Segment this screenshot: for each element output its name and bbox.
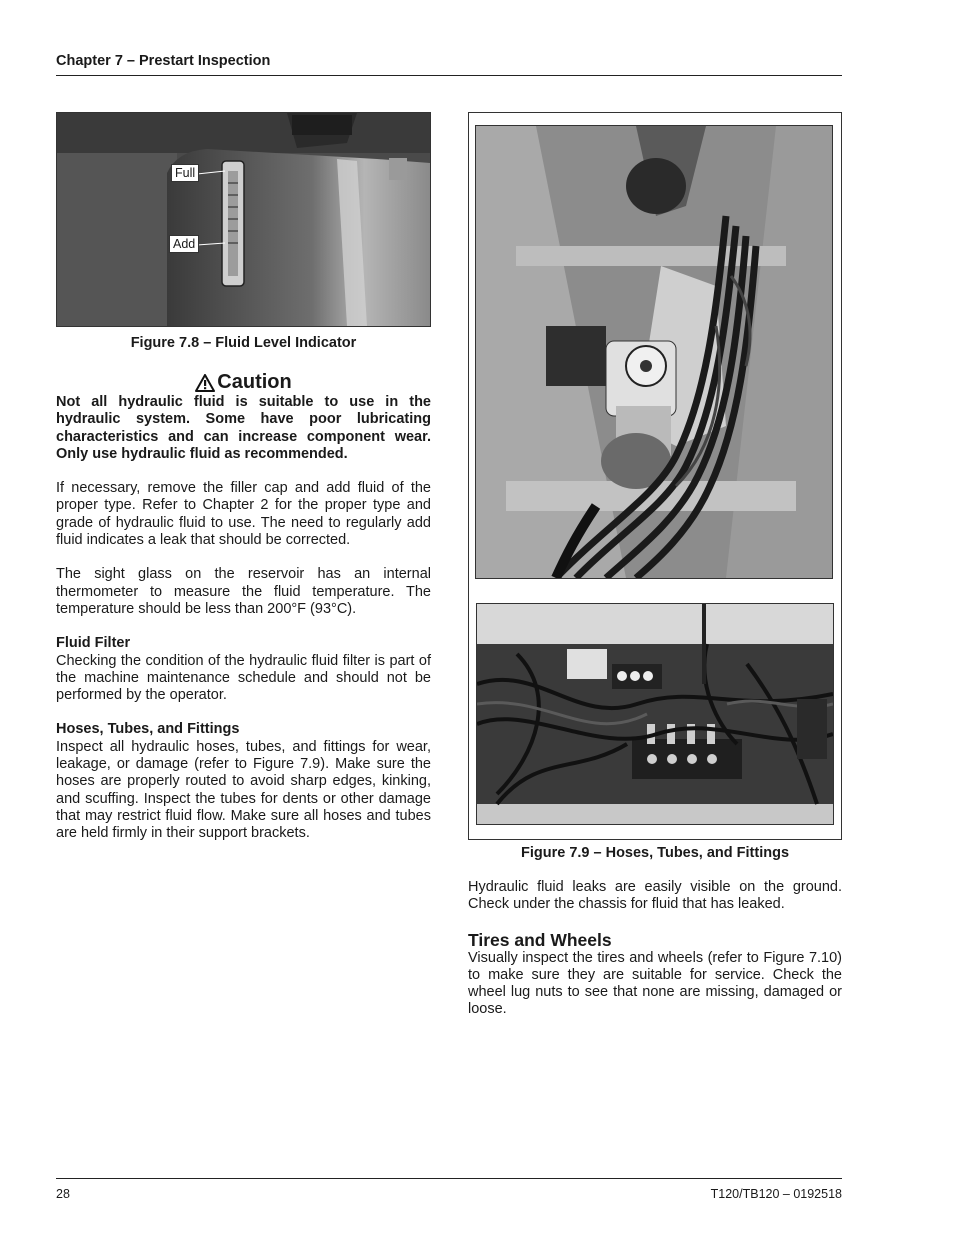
leaks-paragraph: Hydraulic fluid leaks are easily visible on the ground. Check under the chassis for fluid that has leaked. bbox=[468, 879, 842, 913]
right-column bbox=[468, 112, 842, 1019]
page-number: 28 bbox=[56, 1187, 70, 1201]
figure-7-8-caption: Figure 7.8 – Fluid Level Indicator bbox=[130, 335, 357, 351]
warning-triangle-icon bbox=[195, 374, 215, 392]
sight-glass-paragraph: The sight glass on the reservoir has an internal thermometer to measure the fluid temperature. The temperature should be less than 200°F (93°C). bbox=[56, 566, 431, 617]
caution-heading bbox=[56, 371, 431, 394]
chapter-title: Chapter 7 – Prestart Inspection bbox=[56, 53, 271, 69]
filler-paragraph: If necessary, remove the filler cap and add fluid of the proper type. Refer to Chapter 2 for the proper type and grade of hydraulic fluid to use. The need to regularly add fluid indicates a leak that should be corrected. bbox=[56, 480, 431, 549]
left-column bbox=[56, 112, 431, 843]
figure-7-9-frame bbox=[468, 112, 842, 840]
footer-rule bbox=[56, 1178, 842, 1179]
hoses-heading: Hoses, Tubes, and Fittings bbox=[56, 721, 240, 738]
caution-label: Caution bbox=[217, 371, 292, 393]
hoses-paragraph: Inspect all hydraulic hoses, tubes, and fittings for wear, leakage, or damage (refer to Figure 7.9). Make sure the hoses are properly routed to avoid sharp edges, kinking, and scuffing. Inspect the tubes for dents or other damage that may restrict fluid flow. Make sure all hoses and tubes are held firmly in their support brackets. bbox=[56, 738, 431, 842]
caution-text: Not all hydraulic fluid is suitable to use in the hydraulic system. Some have poor lubricating characteristics and can increase component wear. Only use hydraulic fluid as recommended. bbox=[56, 394, 431, 462]
callout-add: Add bbox=[169, 235, 199, 253]
tires-paragraph: Visually inspect the tires and wheels (refer to Figure 7.10) to make sure they are suitable for service. Check the wheel lug nuts to see that none are missing, damaged or loose. bbox=[468, 949, 842, 1018]
fluid-filter-paragraph: Checking the condition of the hydraulic fluid filter is part of the machine maintenance schedule and should not be performed by the operator. bbox=[56, 652, 431, 704]
hoses-photo-top bbox=[475, 125, 833, 579]
figure-7-9-caption: Figure 7.9 – Hoses, Tubes, and Fittings bbox=[520, 845, 790, 861]
document-id: T120/TB120 – 0192518 bbox=[710, 1187, 842, 1201]
callout-full: Full bbox=[171, 164, 199, 182]
hoses-photo-bottom bbox=[476, 603, 834, 825]
tires-heading: Tires and Wheels bbox=[468, 929, 612, 950]
fluid-filter-heading: Fluid Filter bbox=[56, 635, 131, 652]
fluid-level-photo bbox=[56, 112, 431, 327]
header-rule bbox=[56, 75, 842, 76]
